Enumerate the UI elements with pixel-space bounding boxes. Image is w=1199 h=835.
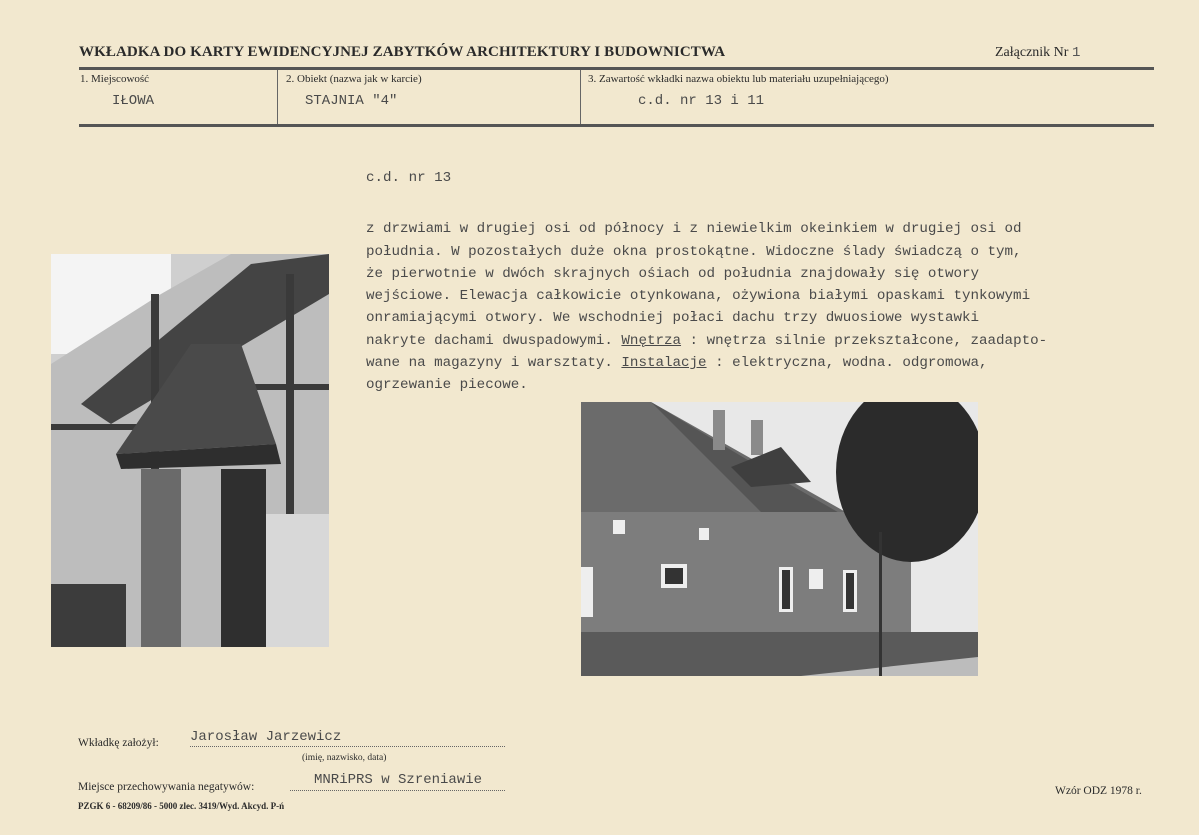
attachment-label: Załącznik Nr [995,45,1069,60]
locality-value: IŁOWA [112,93,155,109]
text-line [366,330,1047,352]
text-span: : wnętrza silnie przekształcone, zaadapto- [681,332,1048,349]
text-span: : elektryczna, wodna. odgromowa, [706,355,988,372]
bottom-rule [79,124,1154,127]
content-value: c.d. nr 13 i 11 [638,93,765,109]
text-span: nakryte dachami dwuspadowymi. [366,332,622,349]
text-line: onramiającymi otwory. We wschodniej połaci dachu trzy dwuosiowe wystawki [366,310,979,327]
text-line: że pierwotnie w dwóch skrajnych ośiach od południa znajdowały się otwory [366,265,979,282]
author-label: Wkładkę założył: [78,737,159,749]
divider [580,70,581,124]
content-label: 3. Zawartość wkładki nazwa obiektu lub materiału uzupełniającego) [588,73,889,85]
object-value: STAJNIA "4" [305,93,398,109]
attachment-number [995,45,1080,61]
text-line: ogrzewanie piecowe. [366,377,528,394]
attachment-value: 1 [1071,45,1081,61]
storage-label: Miejsce przechowywania negatywów: [78,781,255,793]
interior-heading: Wnętrza [621,332,682,349]
text-line [366,352,1047,374]
print-info: PZGK 6 - 68209/86 - 5000 zlec. 3419/Wyd. Akcyd. P-ń [78,801,285,811]
photo-stable [581,402,978,676]
form-info: Wzór ODZ 1978 r. [1055,785,1142,797]
text-line: z drzwiami w drugiej osi od północy i z niewielkim okeinkiem w drugiej osi od [366,221,1022,238]
photo-porch [51,254,329,647]
text-line: południa. W pozostałych duże okna prostokątne. Widoczne ślady świadczą o tym, [366,243,1022,260]
object-label: 2. Obiekt (nazwa jak w karcie) [286,73,422,85]
description-text [366,196,1047,419]
author-value: Jarosław Jarzewicz [190,729,505,747]
section-heading: c.d. nr 13 [366,170,452,186]
form-title: WKŁADKA DO KARTY EWIDENCYJNEJ ZABYTKÓW ARCHITEKTURY I BUDOWNICTWA [79,44,726,60]
locality-label: 1. Miejscowość [80,73,150,85]
text-span: wane na magazyny i warsztaty. [366,355,622,372]
storage-value: MNRiPRS w Szreniawie [290,772,505,791]
text-line: wejściowe. Elewacja całkowicie otynkowana, ożywiona białymi opaskami tynkowymi [366,288,1031,305]
divider [277,70,278,124]
author-hint: (imię, nazwisko, data) [302,753,387,763]
installations-heading: Instalacje [621,355,707,372]
top-rule [79,67,1154,70]
